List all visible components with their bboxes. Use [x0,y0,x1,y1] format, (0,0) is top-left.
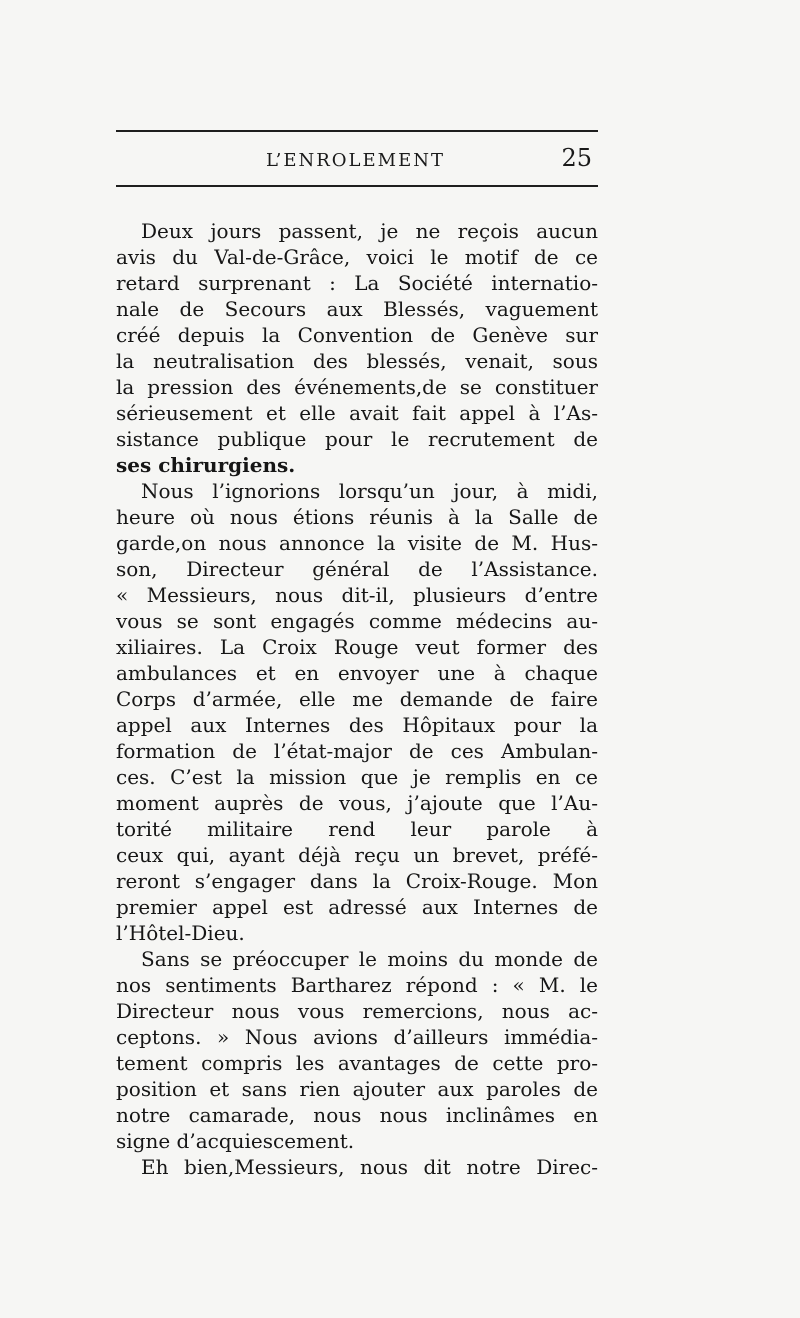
text-line: tement compris les avantages de cette pro- [116,1051,598,1075]
text-line: créé depuis la Convention de Genève sur [116,323,598,347]
text-line: vous se sont engagés comme médecins au- [116,609,598,633]
text-line: sérieusement et elle avait fait appel à l’As- [116,401,598,425]
text-line: formation de l’état-major de ces Ambulan- [116,739,598,763]
running-head [116,140,598,180]
text-line: garde,on nous annonce la visite de M. Hus- [116,531,598,555]
text-line: ces. C’est la mission que je remplis en ce [116,765,598,789]
text-line: « Messieurs, nous dit-il, plusieurs d’entre [116,583,598,607]
text-line: nos sentiments Bartharez répond : « M. le [116,973,598,997]
text-line: Corps d’armée, elle me demande de faire [116,687,598,711]
text-line: nale de Secours aux Blessés, vaguement [116,297,598,321]
text-line: l’Hôtel-Dieu. [116,921,245,945]
text-line: ambulances et en envoyer une à chaque [116,661,598,685]
text-line: son, Directeur général de l’Assistance. [116,557,598,581]
text-line: ceux qui, ayant déjà reçu un brevet, préfé- [116,843,598,867]
text-line: notre camarade, nous nous inclinâmes en [116,1103,598,1127]
text-line: retard surprenant : La Société internatio- [116,271,598,295]
text-line: ses chirurgiens. [116,453,296,477]
header-top-rule [116,130,598,132]
text-line: heure où nous étions réunis à la Salle de [116,505,598,529]
text-line: ceptons. » Nous avions d’ailleurs immédia- [116,1025,598,1049]
text-line: reront s’engager dans la Croix-Rouge. Mon [116,869,598,893]
text-line: moment auprès de vous, j’ajoute que l’Au- [116,791,598,815]
text-line: Nous l’ignorions lorsqu’un jour, à midi, [141,479,598,503]
header-bottom-rule [116,185,598,187]
text-line: la neutralisation des blessés, venait, sous [116,349,598,373]
text-line: avis du Val-de-Grâce, voici le motif de ce [116,245,598,269]
body-text [116,218,598,1180]
text-line: premier appel est adressé aux Internes de [116,895,598,919]
text-line: xiliaires. La Croix Rouge veut former des [116,635,598,659]
text-line: sistance publique pour le recrutement de [116,427,598,451]
text-line: Directeur nous vous remercions, nous ac- [116,999,598,1023]
page-number: 25 [561,144,592,172]
text-line: la pression des événements,de se constituer [116,375,598,399]
text-line: Eh bien,Messieurs, nous dit notre Direc- [141,1155,598,1179]
text-line: appel aux Internes des Hôpitaux pour la [116,713,598,737]
text-line: Sans se préoccuper le moins du monde de [141,947,598,971]
text-line: signe d’acquiescement. [116,1129,355,1153]
text-line: torité militaire rend leur parole à [116,817,598,841]
text-line: position et sans rien ajouter aux paroles de [116,1077,598,1101]
text-line: Deux jours passent, je ne reçois aucun [141,219,598,243]
running-title: L’ENROLEMENT [266,150,445,171]
